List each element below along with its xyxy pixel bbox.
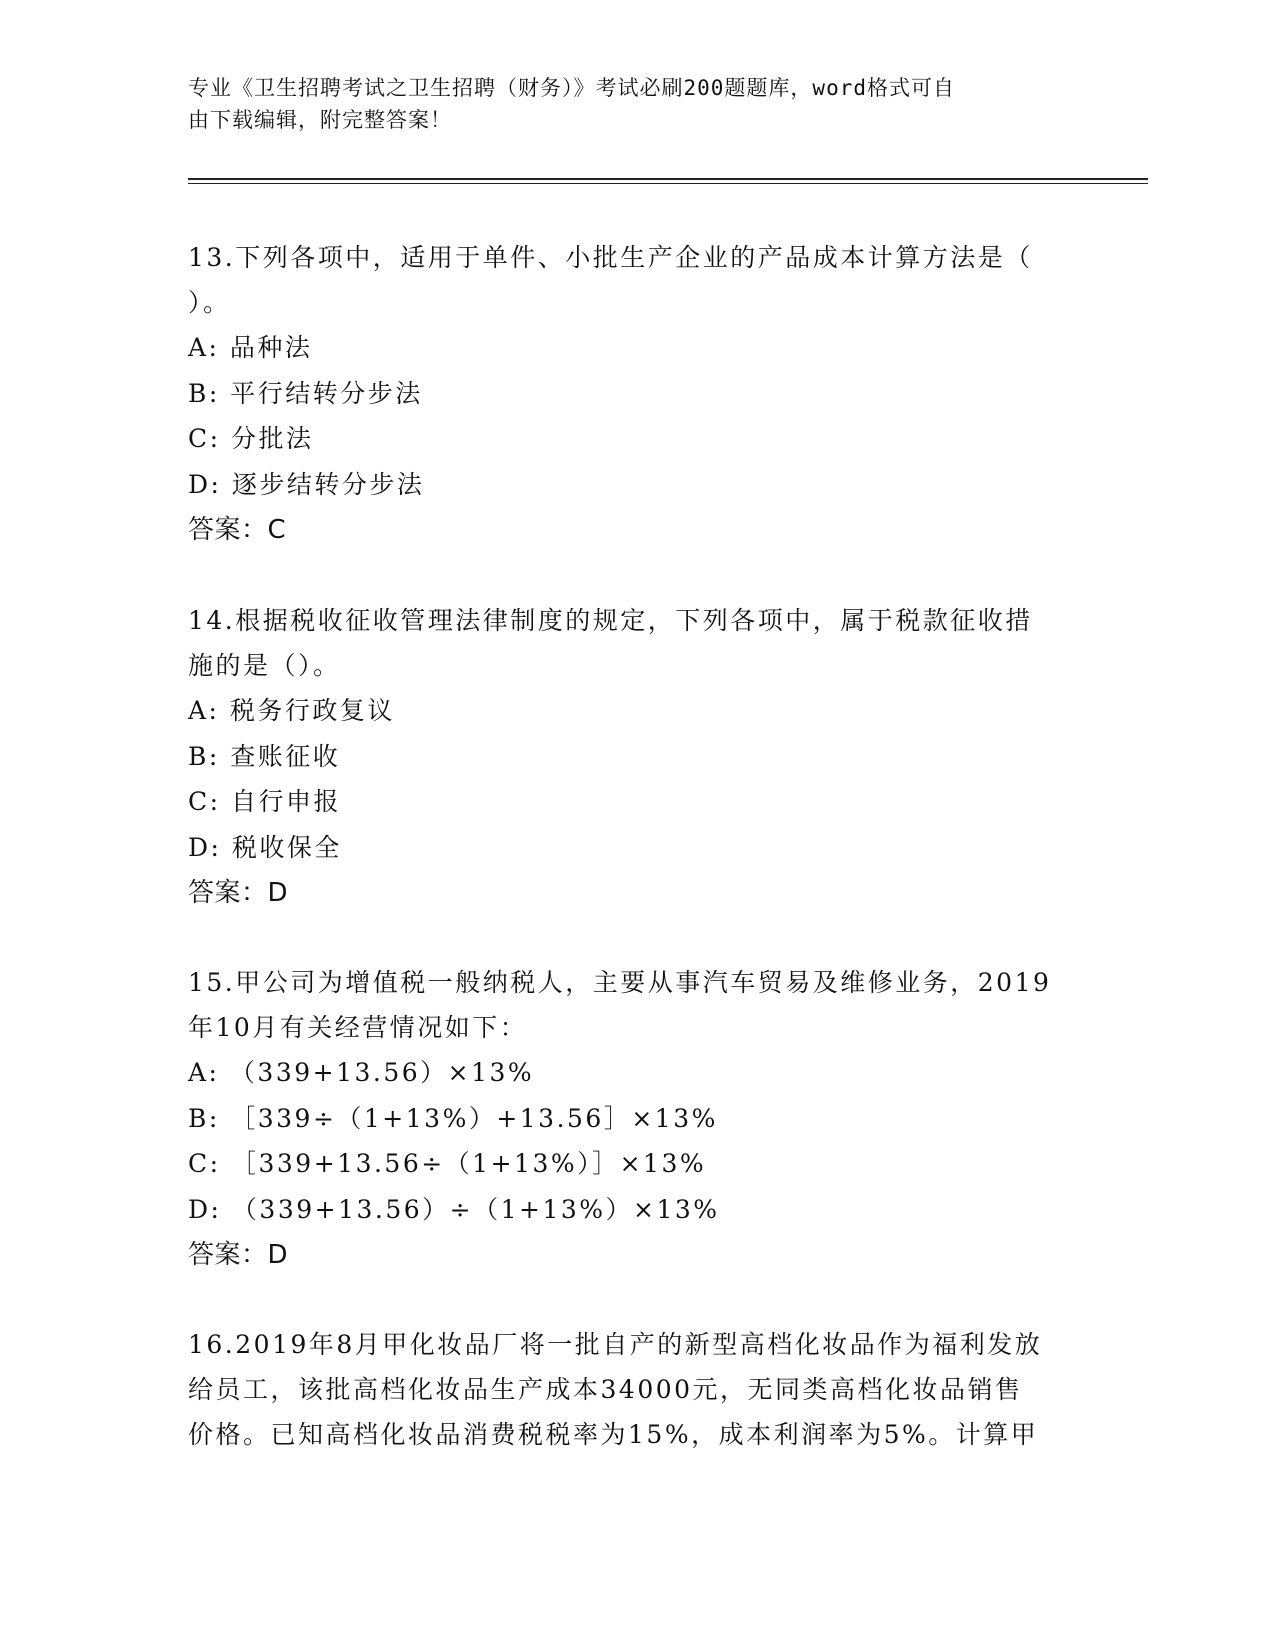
answer-line: 答案：C xyxy=(188,515,287,545)
option-b: B: 平行结转分步法 xyxy=(188,378,423,408)
question-stem-line: 年10月有关经营情况如下： xyxy=(188,1013,528,1042)
question-stem-line: 施的是（）。 xyxy=(188,651,341,680)
option-c: C: 分批法 xyxy=(188,424,314,453)
answer-line: 答案：D xyxy=(188,878,289,908)
question-14 xyxy=(188,598,1088,916)
question-stem-line: 15.甲公司为增值税一般纳税人，主要从事汽车贸易及维修业务，2019 xyxy=(188,968,1052,997)
question-13 xyxy=(188,235,1088,553)
option-d: D: （339+13.56）÷（1+13%）×13% xyxy=(188,1194,720,1224)
option-a: A: （339+13.56）×13% xyxy=(188,1058,535,1087)
header-line-1: 专业《卫生招聘考试之卫生招聘（财务）》考试必刷200题题库，word格式可自 xyxy=(188,76,955,100)
option-d: D: 税收保全 xyxy=(188,832,342,862)
header-line-2: 由下载编辑，附完整答案！ xyxy=(188,108,452,132)
option-a: A: 税务行政复议 xyxy=(188,696,395,725)
question-stem-line: 给员工，该批高档化妆品生产成本34000元，无同类高档化妆品销售 xyxy=(188,1375,1023,1404)
question-stem-line: ）。 xyxy=(188,288,231,317)
question-16 xyxy=(188,1322,1088,1457)
option-a: A: 品种法 xyxy=(188,333,313,362)
option-c: C: 自行申报 xyxy=(188,787,341,816)
option-c: C: ［339+13.56÷（1+13%）］×13% xyxy=(188,1149,707,1178)
option-b: B: 查账征收 xyxy=(188,741,341,771)
question-15 xyxy=(188,960,1088,1278)
question-stem-line: 14.根据税收征收管理法律制度的规定，下列各项中，属于税款征收措 xyxy=(188,606,1033,635)
option-d: D: 逐步结转分步法 xyxy=(188,469,425,499)
header-divider-thick xyxy=(188,178,1148,180)
document-header xyxy=(188,72,1088,136)
question-stem-line: 16.2019年8月甲化妆品厂将一批自产的新型高档化妆品作为福利发放 xyxy=(188,1330,1043,1359)
question-stem-line: 13.下列各项中，适用于单件、小批生产企业的产品成本计算方法是（ xyxy=(188,243,1033,272)
answer-line: 答案：D xyxy=(188,1240,289,1270)
header-divider-thin xyxy=(188,183,1148,184)
question-stem-line: 价格。已知高档化妆品消费税税率为15%，成本利润率为5%。计算甲 xyxy=(188,1420,1039,1449)
option-b: B: ［339÷（1+13%）+13.56］×13% xyxy=(188,1103,718,1133)
